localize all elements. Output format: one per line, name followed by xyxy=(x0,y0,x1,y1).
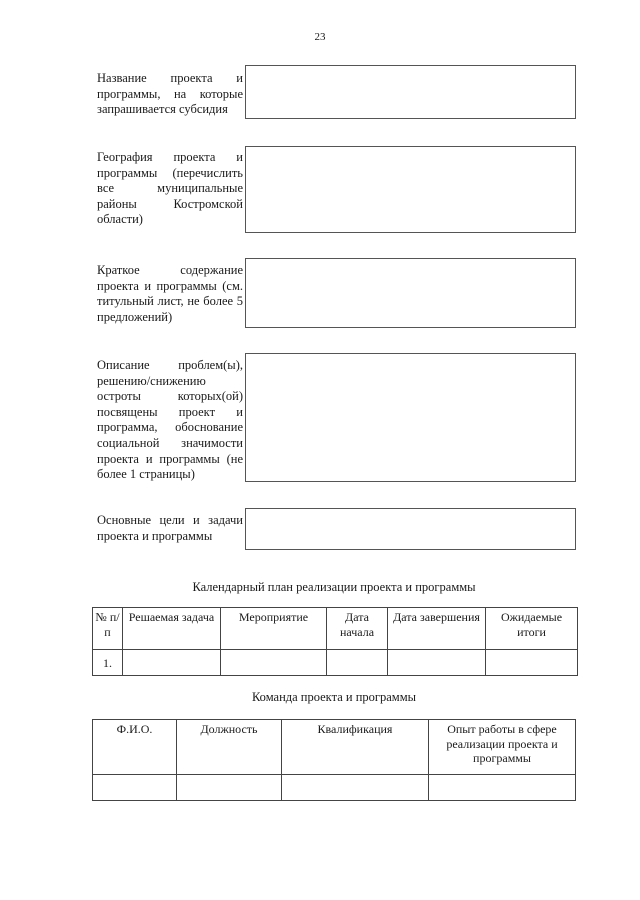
column-header-full-name: Ф.И.О. xyxy=(93,720,177,775)
page-number: 23 xyxy=(314,31,326,43)
table-header-row xyxy=(93,608,578,650)
column-header-qualification: Квалификация xyxy=(282,720,429,775)
table-cell-expected-results[interactable] xyxy=(486,650,578,676)
problem-description-label: Описание проблем(ы), решению/снижению остроты которых(ой) посвящены проект и программа, обоснование социальной значимости проекта и программы (не более 1 страницы) xyxy=(97,358,243,482)
column-header-task: Решаемая задача xyxy=(123,608,221,650)
team-table xyxy=(92,719,576,801)
table-cell-end-date[interactable] xyxy=(388,650,486,676)
project-summary-field[interactable] xyxy=(245,258,576,328)
table-cell-start-date[interactable] xyxy=(327,650,388,676)
table-cell-experience[interactable] xyxy=(429,775,576,801)
column-header-start-date: Дата начала xyxy=(327,608,388,650)
project-geography-label: География проекта и программы (перечислить все муниципальные районы Костромской области) xyxy=(97,150,243,227)
column-header-position: Должность xyxy=(177,720,282,775)
table-row xyxy=(93,650,578,676)
project-summary-label: Краткое содержание проекта и программы (см. титульный лист, не более 5 предложений) xyxy=(97,263,243,324)
project-geography-field[interactable] xyxy=(245,146,576,233)
column-header-number: № п/п xyxy=(93,608,123,650)
goals-label: Основные цели и задачи проекта и программы xyxy=(97,513,243,543)
table-cell-task[interactable] xyxy=(123,650,221,676)
table-cell-full-name[interactable] xyxy=(93,775,177,801)
column-header-expected-results: Ожидаемые итоги xyxy=(486,608,578,650)
column-header-experience: Опыт работы в сфере реализации проекта и программы xyxy=(429,720,576,775)
calendar-plan-table xyxy=(92,607,578,676)
table-cell-activity[interactable] xyxy=(221,650,327,676)
table-header-row xyxy=(93,720,576,775)
problem-description-field[interactable] xyxy=(245,353,576,482)
column-header-activity: Мероприятие xyxy=(221,608,327,650)
calendar-plan-title: Календарный план реализации проекта и программы xyxy=(192,580,476,594)
table-cell-position[interactable] xyxy=(177,775,282,801)
team-title: Команда проекта и программы xyxy=(251,690,417,704)
table-cell-qualification[interactable] xyxy=(282,775,429,801)
table-cell-number: 1. xyxy=(93,650,123,676)
project-name-field[interactable] xyxy=(245,65,576,119)
column-header-end-date: Дата завершения xyxy=(388,608,486,650)
table-row xyxy=(93,775,576,801)
goals-field[interactable] xyxy=(245,508,576,550)
project-name-label: Название проекта и программы, на которые запрашивается субсидия xyxy=(97,71,243,117)
